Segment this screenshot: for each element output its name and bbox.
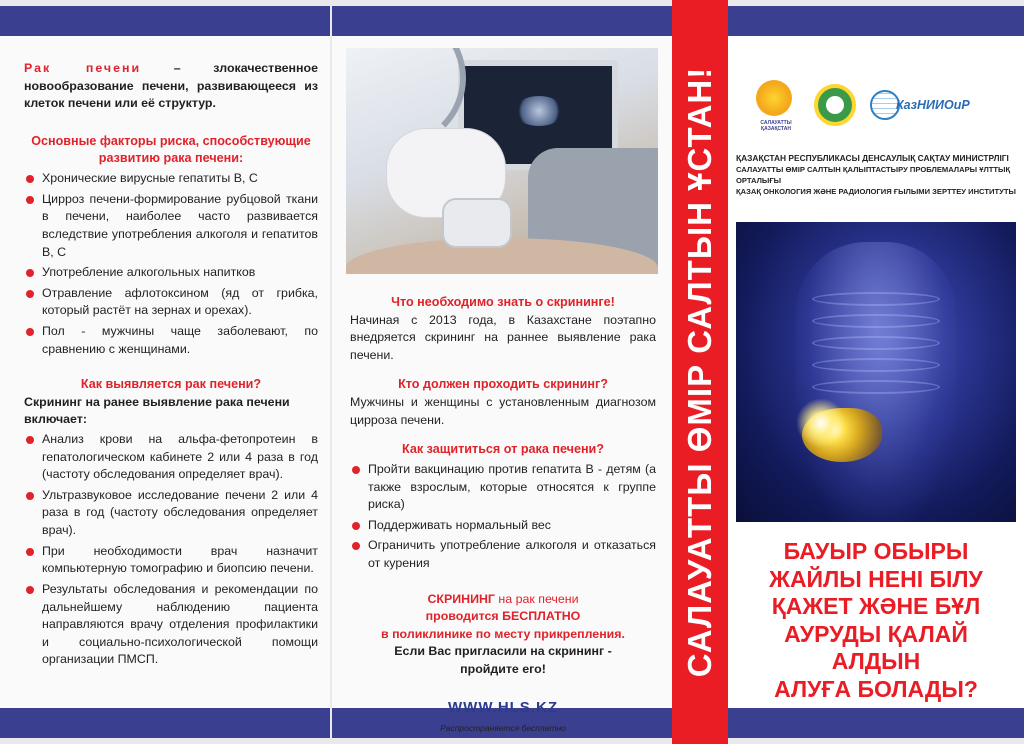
bottom-bar — [0, 708, 330, 738]
ministry-line: САЛАУАТТЫ ӨМІР САЛТЫН ҚАЛЫПТАСТЫРУ ПРОБЛЕМАЛАРЫ ҰЛТТЫҚ ОРТАЛЫҒЫ — [736, 165, 1011, 186]
title-line: АУРУДЫ ҚАЛАЙ АЛДЫН — [784, 620, 968, 675]
protect-list — [350, 461, 656, 573]
who-text: Мужчины и женщины с установленным диагнозом цирроза печени. — [350, 395, 656, 427]
screening-callout — [350, 591, 656, 679]
list-item: Цирроз печени-формирование рубцовой ткани в печени, наиболее часто развивается вследствие употребления алкоголя и гепатитов В, С — [24, 191, 318, 261]
scan-image — [514, 96, 564, 126]
who-heading: Кто должен проходить скрининг? — [398, 377, 608, 392]
detect-intro: Скрининг на ранее выявление рака печени включает: — [24, 394, 290, 427]
rib-shape — [812, 292, 940, 306]
detect-heading: Как выявляется рак печени? — [80, 377, 262, 392]
list-item: Анализ крови на альфа-фетопротеин в гепатологическом кабинете 2 или 4 раза в год (частоту обследования определяет врач). — [24, 431, 318, 484]
know-text: Начиная с 2013 года, в Казахстане поэтапно внедряется скрининг на раннее выявление рака печени. — [350, 312, 656, 362]
callout-line: Если Вас пригласили на скрининг - — [394, 644, 612, 659]
national-center-logo — [814, 84, 856, 126]
list-item: Употребление алкогольных напитков — [24, 264, 318, 282]
ultrasound-photo — [346, 48, 658, 274]
slogan-band — [672, 0, 728, 744]
callout-line: пройдите его! — [460, 662, 546, 677]
slogan-vertical-text: САЛАУАТТЫ ӨМІР САЛТЫН ҰСТАН! — [681, 66, 718, 678]
top-bar — [728, 6, 1024, 36]
healthy-kazakhstan-logo — [752, 80, 796, 132]
panel1-content — [24, 60, 318, 672]
title-line: ЖАЙЛЫ НЕНІ БІЛУ — [769, 565, 983, 592]
panel2-content — [350, 294, 656, 734]
list-item: Ультразвуковое исследование печени 2 или 4 раза в год (частоту обследования определяет врач). — [24, 487, 318, 540]
list-item: Пройти вакцинацию против гепатита В - детям (а также взрослым, которые относятся к группе риска) — [350, 461, 656, 514]
panel-risk-factors — [0, 0, 330, 744]
top-bar — [332, 6, 672, 36]
anatomy-liver-image — [736, 222, 1016, 522]
distribution-note: Распространяется бесплатно — [440, 722, 566, 733]
website-link[interactable]: WWW.HLS.KZ — [448, 698, 558, 716]
know-heading: Что необходимо знать о скрининге! — [391, 295, 615, 309]
logos-row — [742, 80, 1010, 132]
tumor-glow — [796, 398, 846, 448]
list-item: Хронические вирусные гепатиты В, С — [24, 170, 318, 188]
list-item: Поддерживать нормальный вес — [350, 517, 656, 535]
ultrasound-probe-icon — [442, 198, 512, 248]
callout-line: в поликлинике по месту прикрепления. — [381, 626, 625, 641]
list-item: Результаты обследования и рекомендации по дальнейшему наблюдению пациента направляются врачу отделения профилактики и социально-психологической помощи организации ПМСП. — [24, 581, 318, 669]
callout-line: проводится БЕСПЛАТНО — [425, 609, 581, 624]
ministry-line: ҚАЗАҚ ОНКОЛОГИЯ ЖӘНЕ РАДИОЛОГИЯ ҒЫЛЫМИ ЗЕРТТЕУ ИНСТИТУТЫ — [736, 187, 1016, 197]
sun-icon — [756, 80, 792, 116]
logo3-label: КазНИИОиР — [896, 98, 970, 112]
list-item: Отравление афлотоксином (яд от грибка, который растёт на зернах и орехах). — [24, 285, 318, 320]
rib-shape — [812, 380, 940, 394]
logo1-label: САЛАУАТТЫ ҚАЗАҚСТАН — [760, 120, 792, 132]
top-bar — [0, 6, 330, 36]
callout-line: на рак печени — [494, 591, 579, 606]
list-item: Пол - мужчины чаще заболевают, по сравнению с женщинами. — [24, 323, 318, 358]
intro-term: Рак печени — [24, 61, 142, 75]
intro-paragraph — [24, 60, 318, 113]
callout-line: СКРИНИНГ — [427, 591, 495, 606]
list-item: При необходимости врач назначит компьютерную томографию и биопсию печени. — [24, 543, 318, 578]
ministry-lines — [736, 152, 1016, 197]
cover-title — [738, 538, 1014, 704]
title-line: АЛУҒА БОЛАДЫ? — [774, 675, 978, 702]
rib-shape — [812, 358, 940, 372]
risk-list — [24, 170, 318, 358]
list-item: Ограничить употребление алкоголя и отказаться от курения — [350, 537, 656, 572]
bottom-bar — [728, 708, 1024, 738]
protect-heading: Как защититься от рака печени? — [402, 442, 604, 457]
kazniioir-logo — [870, 90, 970, 120]
ministry-line: ҚАЗАҚСТАН РЕСПУБЛИКАСЫ ДЕНСАУЛЫҚ САҚТАУ МИНИСТРЛІГІ — [736, 153, 1009, 163]
title-line: ҚАЖЕТ ЖӘНЕ БҰЛ — [771, 593, 981, 620]
panel-cover — [728, 0, 1024, 744]
detect-list — [24, 431, 318, 669]
rib-shape — [812, 336, 940, 350]
rib-shape — [812, 314, 940, 328]
risk-heading: Основные факторы риска, способствующие развитию рака печени: — [31, 133, 311, 166]
intro-text: – злокачественное новообразование печени, развивающееся из клеток печени или её структур. — [24, 61, 318, 111]
panel-screening — [332, 0, 672, 744]
title-line: БАУЫР ОБЫРЫ — [783, 538, 969, 564]
